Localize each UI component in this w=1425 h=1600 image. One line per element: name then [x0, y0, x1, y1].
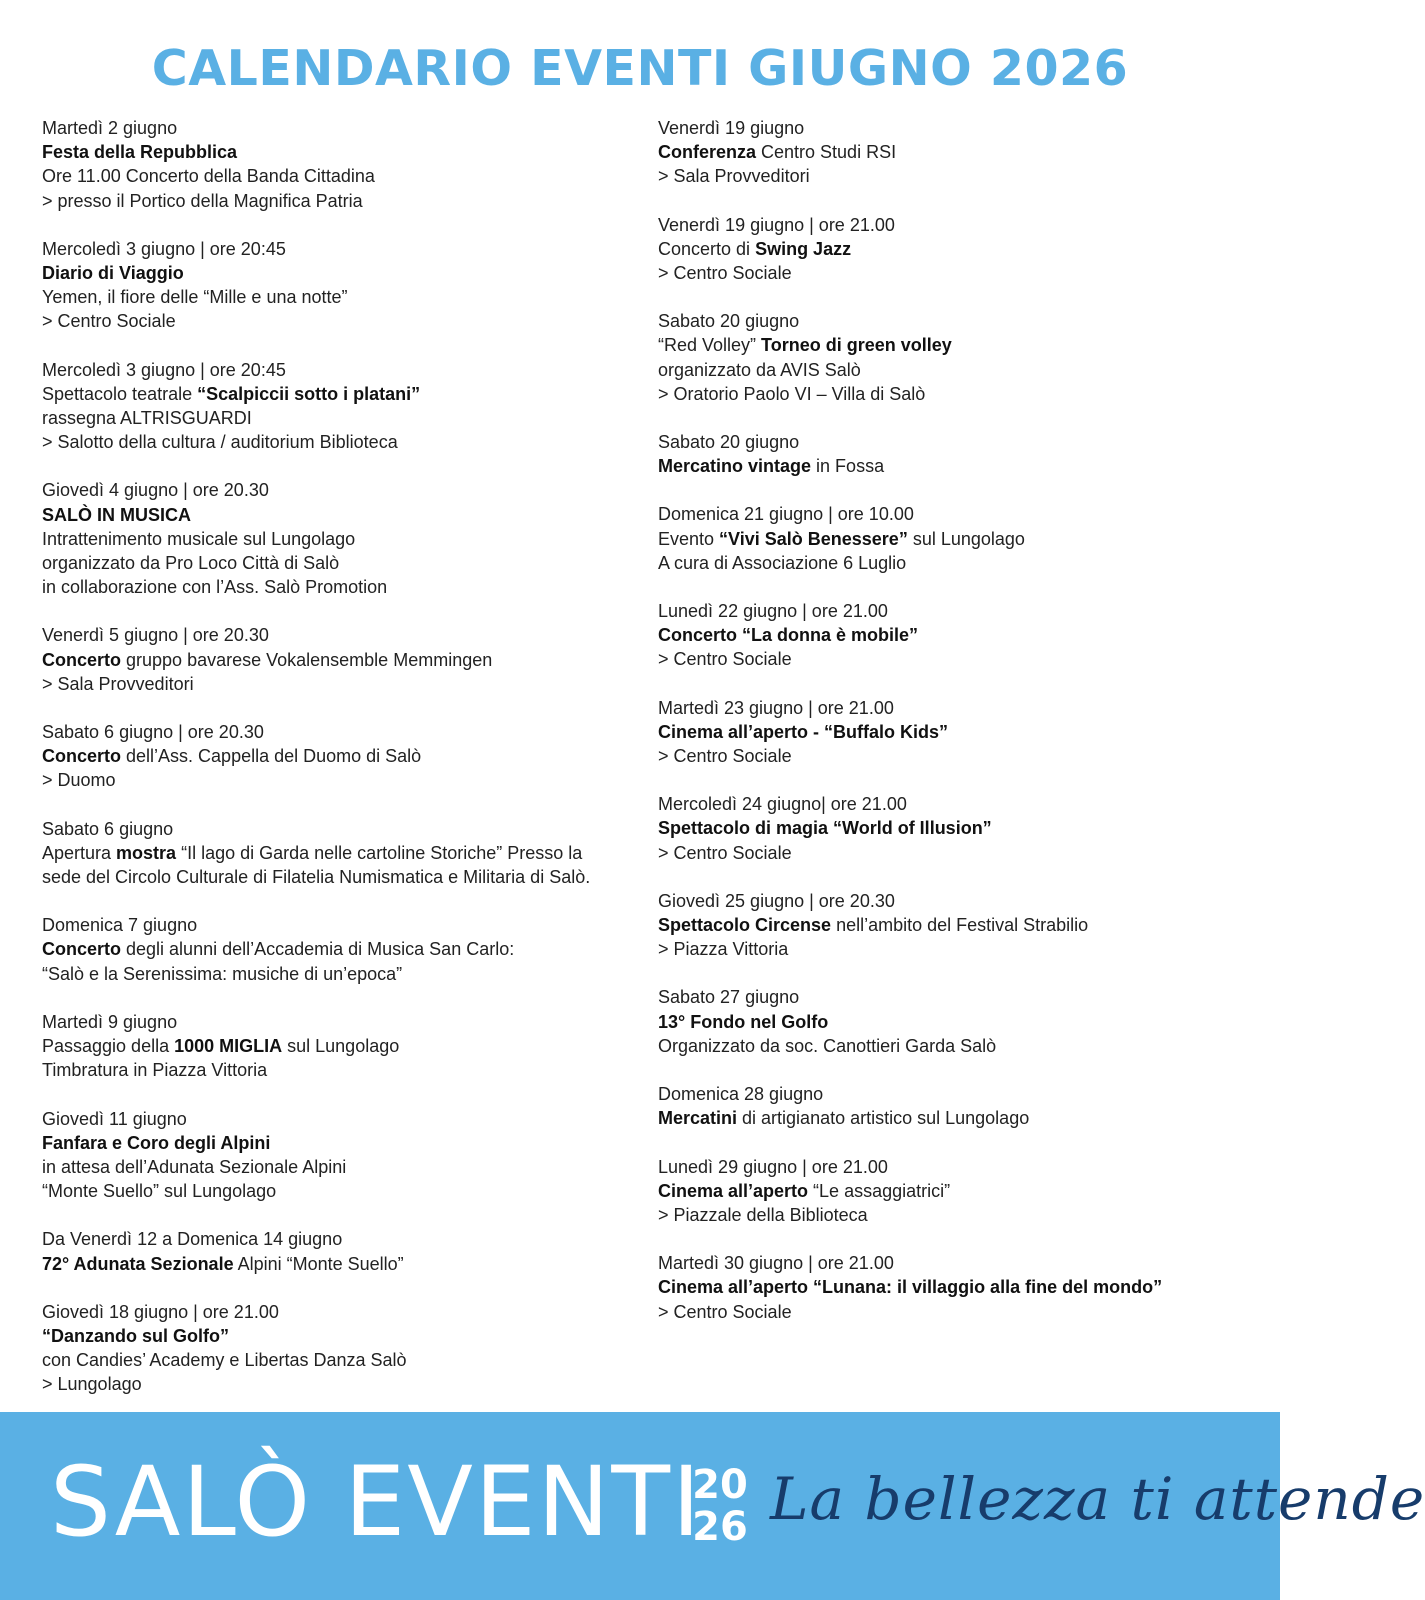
event-text: Mercoledì 3 giugno | ore 20:45 [42, 238, 286, 259]
event-detail-line [658, 237, 1258, 261]
event-text: “Il lago di Garda nelle cartoline Storiche” Presso la [176, 842, 583, 863]
event-detail-line [42, 744, 642, 768]
event-detail-line [658, 1106, 1258, 1130]
event-date [42, 1010, 642, 1034]
event-text: Apertura [42, 842, 117, 863]
event-highlight: Cinema all’aperto [658, 1180, 809, 1201]
event-detail-line [658, 744, 1258, 768]
event-text: Venerdì 19 giugno [658, 118, 805, 138]
event-text: Organizzato da soc. Canottieri Garda Salò [658, 1035, 997, 1056]
event-detail-line [42, 285, 642, 309]
event-text: “Monte Suello” sul Lungolago [42, 1181, 277, 1202]
event-entry [658, 792, 1258, 865]
event-detail-line [658, 1275, 1258, 1299]
event-entry [658, 985, 1258, 1058]
event-text: Spettacolo teatrale [42, 383, 198, 404]
event-detail-line [42, 1348, 642, 1372]
event-detail-line [42, 189, 642, 213]
event-detail-line [42, 503, 642, 527]
event-date [658, 502, 1258, 526]
event-highlight: “Danzando sul Golfo” [42, 1325, 229, 1346]
event-text: Sabato 20 giugno [658, 432, 800, 453]
event-text: con Candies’ Academy e Libertas Danza Salò [42, 1350, 407, 1371]
event-highlight: Diario di Viaggio [42, 263, 184, 284]
event-highlight: 13° Fondo nel Golfo [658, 1011, 829, 1032]
event-text: Martedì 2 giugno [42, 118, 178, 138]
event-text: > Centro Sociale [658, 746, 792, 767]
event-detail-line [658, 937, 1258, 961]
event-detail-line [42, 382, 642, 406]
event-highlight: Festa della Repubblica [42, 142, 238, 163]
event-detail-line [658, 913, 1258, 937]
event-entry [658, 309, 1258, 406]
event-entry [42, 817, 642, 890]
event-entry [658, 502, 1258, 575]
event-detail-line [658, 140, 1258, 164]
event-detail-line [658, 647, 1258, 671]
event-detail-line [42, 140, 642, 164]
event-text: Alpini “Monte Suello” [233, 1253, 404, 1274]
event-highlight: Concerto [42, 939, 122, 960]
event-date [42, 358, 642, 382]
event-detail-line [658, 358, 1258, 382]
event-text: Domenica 21 giugno | ore 10.00 [658, 504, 914, 525]
event-detail-line [658, 1203, 1258, 1227]
event-detail-line [42, 768, 642, 792]
event-detail-line [42, 1324, 642, 1348]
event-text: Sabato 20 giugno [658, 311, 800, 332]
event-text: Yemen, il fiore delle “Mille e una notte” [42, 287, 348, 308]
event-text: in Fossa [811, 456, 885, 477]
event-text: > Salotto della cultura / auditorium Biblioteca [42, 432, 398, 453]
event-highlight: mostra [116, 842, 177, 863]
event-date [42, 478, 642, 502]
event-date [42, 720, 642, 744]
event-detail-line [658, 527, 1258, 551]
event-highlight: SALÒ IN MUSICA [42, 504, 192, 525]
event-entry [42, 116, 642, 213]
event-date [658, 309, 1258, 333]
event-detail-line [42, 1252, 642, 1276]
event-text: Lunedì 22 giugno | ore 21.00 [658, 601, 888, 622]
event-text: Giovedì 18 giugno | ore 21.00 [42, 1301, 279, 1322]
event-detail-line [658, 382, 1258, 406]
event-text: Timbratura in Piazza Vittoria [42, 1060, 268, 1081]
event-detail-line [42, 1155, 642, 1179]
event-detail-line [658, 164, 1258, 188]
event-text: > Sala Provveditori [658, 166, 810, 187]
event-date [658, 599, 1258, 623]
event-detail-line [42, 551, 642, 575]
event-date [658, 430, 1258, 454]
event-text: Evento [658, 528, 720, 549]
event-detail-line [42, 672, 642, 696]
event-text: > Centro Sociale [658, 649, 792, 670]
event-detail-line [42, 1179, 642, 1203]
event-text: > presso il Portico della Magnifica Patria [42, 190, 363, 211]
event-highlight: 72° Adunata Sezionale [42, 1253, 234, 1274]
event-date [42, 1107, 642, 1131]
event-entry [658, 889, 1258, 962]
event-text: Lunedì 29 giugno | ore 21.00 [658, 1156, 888, 1177]
event-highlight: “Scalpiccii sotto i platani” [197, 383, 421, 404]
event-detail-line [42, 1058, 642, 1082]
event-highlight: Concerto [42, 649, 122, 670]
event-highlight: Spettacolo Circense [658, 915, 832, 936]
event-detail-line [42, 865, 642, 889]
event-text: Concerto di [658, 238, 756, 259]
footer-banner [0, 1412, 1425, 1600]
event-date [42, 913, 642, 937]
event-date [42, 116, 642, 140]
event-text: > Centro Sociale [658, 263, 792, 284]
event-text: > Piazzale della Biblioteca [658, 1204, 868, 1225]
brand-year-top: 20 [692, 1462, 748, 1508]
event-entry [42, 913, 642, 986]
tagline: La bellezza ti attende [770, 1465, 1425, 1533]
event-detail-line [658, 816, 1258, 840]
event-text: Domenica 28 giugno [658, 1084, 824, 1105]
event-highlight: 1000 MIGLIA [174, 1036, 283, 1057]
event-text: Mercoledì 24 giugno| ore 21.00 [658, 794, 907, 815]
event-entry [42, 1010, 642, 1083]
event-text: Domenica 7 giugno [42, 915, 198, 936]
event-detail-line [42, 937, 642, 961]
event-text: Venerdì 19 giugno | ore 21.00 [658, 214, 895, 235]
event-entry [42, 720, 642, 793]
event-detail-line [658, 1300, 1258, 1324]
event-date [658, 1082, 1258, 1106]
event-text: Centro Studi RSI [756, 142, 897, 163]
event-detail-line [658, 1179, 1258, 1203]
event-date [42, 623, 642, 647]
event-detail-line [42, 962, 642, 986]
event-detail-line [42, 527, 642, 551]
event-highlight: Mercatini [658, 1108, 738, 1129]
event-date [658, 1155, 1258, 1179]
event-highlight: Cinema all’aperto - “Buffalo Kids” [658, 721, 949, 742]
event-text: Mercoledì 3 giugno | ore 20:45 [42, 359, 286, 380]
event-text: Da Venerdì 12 a Domenica 14 giugno [42, 1229, 343, 1250]
event-entry [658, 213, 1258, 286]
event-text: Sabato 6 giugno [42, 818, 174, 839]
event-text: Sabato 6 giugno | ore 20.30 [42, 722, 264, 743]
event-text: > Lungolago [42, 1374, 142, 1395]
event-text: A cura di Associazione 6 Luglio [658, 552, 907, 573]
event-text: Giovedì 11 giugno [42, 1108, 187, 1129]
event-entry [658, 1155, 1258, 1228]
event-detail-line [42, 1131, 642, 1155]
event-text: sede del Circolo Culturale di Filatelia Numismatica e Militaria di Salò. [42, 867, 591, 888]
event-entry [42, 1107, 642, 1204]
event-text: > Oratorio Paolo VI – Villa di Salò [658, 383, 926, 404]
event-date [658, 213, 1258, 237]
event-detail-line [42, 164, 642, 188]
event-entry [658, 1082, 1258, 1130]
event-entry [658, 599, 1258, 672]
event-highlight: Mercatino vintage [658, 456, 812, 477]
event-detail-line [42, 430, 642, 454]
event-text: organizzato da Pro Loco Città di Salò [42, 553, 340, 574]
event-text: Martedì 9 giugno [42, 1011, 178, 1032]
event-highlight: Concerto “La donna è mobile” [658, 625, 919, 646]
page-title: CALENDARIO EVENTI GIUGNO 2026 [151, 40, 1129, 97]
event-text: > Centro Sociale [658, 1301, 792, 1322]
event-text: degli alunni dell’Accademia di Musica San Carlo: [121, 939, 515, 960]
event-detail-line [42, 309, 642, 333]
event-text: Sabato 27 giugno [658, 987, 800, 1008]
events-column-right [658, 116, 1258, 1348]
event-date [658, 889, 1258, 913]
event-entry [42, 358, 642, 455]
event-detail-line [658, 720, 1258, 744]
event-text: “Le assaggiatrici” [808, 1180, 951, 1201]
event-text: dell’Ass. Cappella del Duomo di Salò [121, 746, 422, 767]
brand-year-bottom: 26 [692, 1504, 748, 1550]
event-text: > Sala Provveditori [42, 673, 194, 694]
event-text: > Centro Sociale [42, 311, 176, 332]
event-entry [658, 430, 1258, 478]
event-detail-line [42, 841, 642, 865]
event-detail-line [42, 648, 642, 672]
event-text: Venerdì 5 giugno | ore 20.30 [42, 625, 269, 646]
event-text: Intrattenimento musicale sul Lungolago [42, 528, 356, 549]
event-date [42, 1300, 642, 1324]
event-entry [42, 1300, 642, 1397]
event-entry [42, 623, 642, 696]
event-date [658, 792, 1258, 816]
event-highlight: Swing Jazz [755, 238, 852, 259]
event-date [42, 237, 642, 261]
event-text: Giovedì 25 giugno | ore 20.30 [658, 890, 895, 911]
event-text: in collaborazione con l’Ass. Salò Promotion [42, 577, 388, 598]
event-detail-line [658, 1034, 1258, 1058]
brand-name: SALÒ EVENTI [50, 1446, 703, 1558]
event-entry [42, 478, 642, 599]
event-text: Martedì 23 giugno | ore 21.00 [658, 697, 894, 718]
event-text: gruppo bavarese Vokalensemble Memmingen [121, 649, 493, 670]
event-highlight: Torneo di green volley [761, 335, 952, 356]
event-detail-line [658, 261, 1258, 285]
event-detail-line [42, 1034, 642, 1058]
brand-year [688, 1464, 752, 1548]
event-text: > Piazza Vittoria [658, 939, 789, 960]
event-detail-line [658, 333, 1258, 357]
event-entry [658, 1251, 1258, 1324]
event-text: rassegna ALTRISGUARDI [42, 408, 252, 429]
event-detail-line [42, 1372, 642, 1396]
event-text: nell’ambito del Festival Strabilio [831, 915, 1089, 936]
event-date [658, 696, 1258, 720]
event-detail-line [42, 575, 642, 599]
event-highlight: Cinema all’aperto “Lunana: il villaggio alla fine del mondo” [658, 1277, 1163, 1298]
event-detail-line [42, 261, 642, 285]
event-text: di artigianato artistico sul Lungolago [737, 1108, 1030, 1129]
event-text: Ore 11.00 Concerto della Banda Cittadina [42, 166, 375, 187]
event-text: sul Lungolago [907, 528, 1025, 549]
event-text: organizzato da AVIS Salò [658, 359, 861, 380]
event-highlight: Concerto [42, 746, 122, 767]
event-text: in attesa dell’Adunata Sezionale Alpini [42, 1156, 347, 1177]
event-detail-line [658, 623, 1258, 647]
event-detail-line [658, 1010, 1258, 1034]
event-date [658, 985, 1258, 1009]
event-highlight: Fanfara e Coro degli Alpini [42, 1132, 271, 1153]
event-text: Passaggio della [42, 1036, 175, 1057]
event-entry [658, 696, 1258, 769]
event-text: Giovedì 4 giugno | ore 20.30 [42, 480, 269, 501]
event-text: > Centro Sociale [658, 842, 792, 863]
event-detail-line [658, 454, 1258, 478]
event-highlight: “Vivi Salò Benessere” [719, 528, 908, 549]
event-entry [42, 1227, 642, 1275]
event-highlight: Spettacolo di magia “World of Illusion” [658, 818, 992, 839]
event-entry [42, 237, 642, 334]
event-date [42, 1227, 642, 1251]
event-text: Martedì 30 giugno | ore 21.00 [658, 1253, 894, 1274]
event-date [658, 1251, 1258, 1275]
event-text: “Salò e la Serenissima: musiche di un’epoca” [42, 963, 403, 984]
event-detail-line [658, 551, 1258, 575]
event-detail-line [42, 406, 642, 430]
event-date [658, 116, 1258, 140]
event-detail-line [658, 841, 1258, 865]
event-highlight: Conferenza [658, 142, 757, 163]
event-entry [658, 116, 1258, 189]
event-text: > Duomo [42, 770, 116, 791]
event-text: “Red Volley” [658, 335, 762, 356]
event-date [42, 817, 642, 841]
event-text: sul Lungolago [282, 1036, 400, 1057]
events-column-left [42, 116, 642, 1421]
